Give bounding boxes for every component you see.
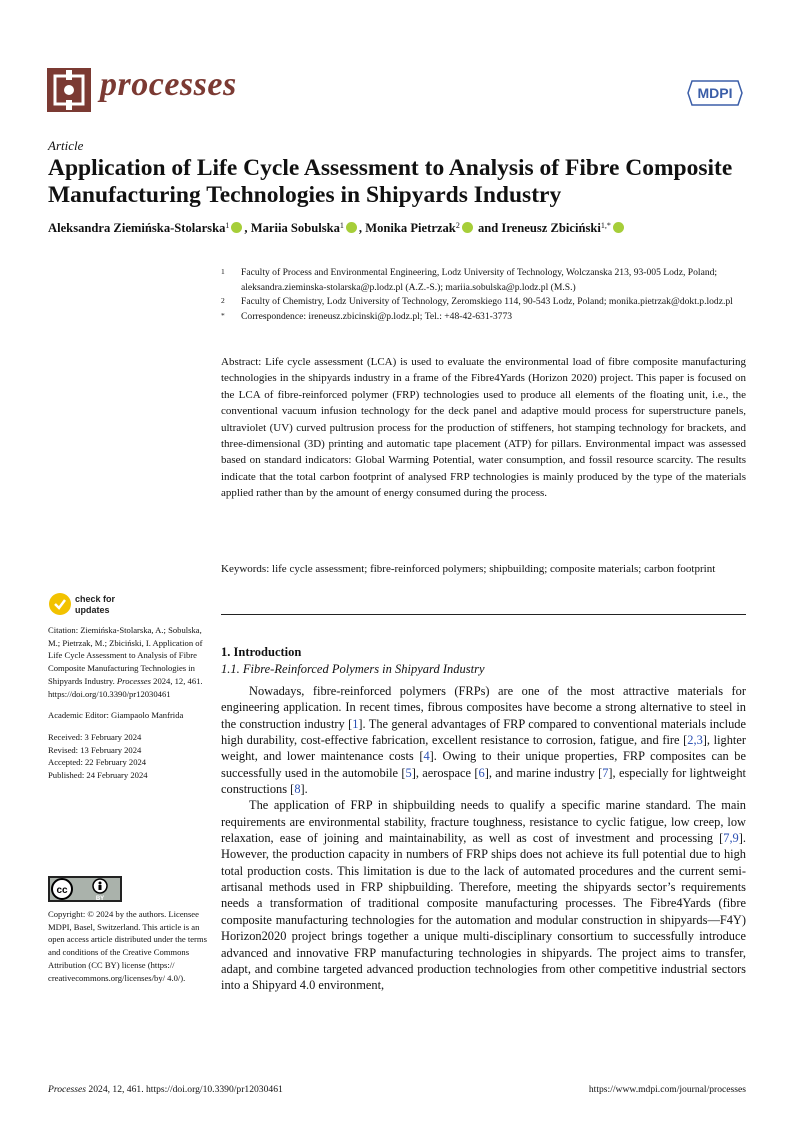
affiliation-number: * (221, 310, 225, 320)
received-date: Received: 3 February 2024 (48, 731, 142, 742)
divider (221, 614, 746, 615)
correspondence-text: Correspondence: ireneusz.zbicinski@p.lodz.pl; Tel.: +48-42-631-3773 (241, 310, 513, 322)
journal-logo-icon (47, 68, 91, 112)
author-name[interactable]: and Ireneusz Zbiciński (477, 221, 601, 235)
subsection-heading: 1.1. Fibre-Reinforced Polymers in Shipyard Industry (221, 662, 485, 676)
footer-citation[interactable]: 2024, 12, 461. https://doi.org/10.3390/pr12030461 (88, 1084, 283, 1095)
affiliation-text: Faculty of Chemistry, Lodz University of Technology, Zeromskiego 114, 90-543 Lodz, Poland; monika.pietrzak@dokt.p.lodz.pl (241, 296, 733, 307)
academic-editor: Academic Editor: Giampaolo Manfrida (48, 710, 184, 721)
orcid-icon[interactable] (462, 222, 473, 233)
footer-journal: Processes (48, 1084, 87, 1095)
keywords-text: life cycle assessment; fibre-reinforced polymers; shipbuilding; composite materials; carbon footprint (272, 563, 716, 575)
affiliation-item (221, 295, 746, 310)
author-name[interactable]: Aleksandra Ziemińska-Stolarska (48, 221, 226, 235)
citation-block (48, 624, 208, 700)
citation-link[interactable]: 6 (478, 765, 485, 780)
author-affiliation-mark: 1 (225, 221, 230, 230)
accepted-date: Accepted: 22 February 2024 (48, 757, 147, 768)
orcid-icon[interactable] (613, 222, 624, 233)
check-badge-line2: updates (75, 605, 110, 615)
affiliation-item (221, 266, 746, 295)
affiliation-text: Faculty of Process and Environmental Engineering, Lodz University of Technology, Wolczanska 213, 93-005 Lodz, Poland; aleksandra.zieminska-stolarska@p.lodz.pl (A.Z.-S.); mariia.sobulska@p.lodz.pl (M.S.) (241, 267, 718, 293)
author-affiliation-mark: 1 (339, 221, 344, 230)
paragraph: The application of FRP in shipbuilding needs to qualify a specific marine standard. The main requirements are environmental stability, fracture toughness, resistance to cyclic fatigue, low creep, low relaxation, ease of joining and maintainability, as well as cost of investment and processing [7,9]. However, the production capacity in numbers of FRP ships does not achieve its full potential due to high total production costs. This limitation is due to the lack of automated procedures and the current semi-artisanal methods used in FRP shipbuilding. Therefore, meeting the shipyards sector’s requirements needs a transformation of traditional composite manufacturing processes. The Fibre4Yards (fibre composite manufacturing technologies for the automation and modular construction in shipyards—F4Y) Horizon2020 project brings together a unique multi-disciplinary consortium to successfully introduce advanced and innovative FRP manufacturing technologies in shipyards. The project aims to transfer, adapt, and combine targeted advanced production technologies from other competitive industrial sectors into a Shipyard 4.0 environment, (221, 798, 746, 993)
article-sidebar (48, 624, 208, 791)
citation-doi[interactable]: 2024, 12, 461. https://doi.org/10.3390/pr12030461 (48, 675, 203, 699)
journal-name[interactable]: processes (100, 66, 237, 103)
affiliations (221, 266, 746, 324)
mdpi-logo-text: MDPI (697, 85, 733, 101)
copyright-notice: Copyright: © 2024 by the authors. Licensee MDPI, Basel, Switzerland. This article is an open access article distributed under the terms and conditions of the Creative Commons Attribution (CC BY) license (https:// creativecommons.org/licenses/by/ 4.0/). (48, 909, 207, 983)
check-for-updates-badge[interactable] (48, 592, 148, 616)
citation-text: Ziemińska-Stolarska, A.; Sobulska, M.; Pietrzak, M.; Zbiciński, I. Application of Life Cycle Assessment to Analysis of Fibre Composite Manufacturing Technologies in Shipyards Industry. (48, 625, 203, 686)
body-text (221, 683, 746, 994)
citation-label: Citation: (48, 625, 79, 635)
cc-label: cc (56, 885, 68, 896)
citation-link[interactable]: 8 (294, 782, 301, 797)
abstract-label: Abstract: (221, 356, 262, 368)
footer-journal-url[interactable]: https://www.mdpi.com/journal/processes (588, 1084, 746, 1095)
author-affiliation-mark: 2 (455, 221, 460, 230)
author-list: Aleksandra Ziemińska-Stolarska$^1$ , Mariia Sobulska$^1$ , Monika Pietrzak$^2$ and Ireneusz Zbiciński$^{1,*}$ (48, 221, 748, 236)
author-name[interactable]: Mariia Sobulska (250, 221, 340, 235)
affiliation-number: 2 (221, 296, 225, 305)
citation-link[interactable]: 2,3 (687, 733, 703, 748)
citation-link[interactable]: 5 (405, 765, 412, 780)
citation-link[interactable]: 1 (352, 716, 359, 731)
citation-journal: Processes (116, 675, 151, 686)
paragraph: Nowadays, fibre-reinforced polymers (FRPs) are one of the most attractive materials for engineering application. In recent times, fibrous composites have become a strong alternative to steel in the construction industry [1]. The general advantages of FRP compared to conventional materials include high durability, cost-effective fabrication, excellent resistance to corrosion, fatigue, and fire [2,3], lighter weight, and lower maintenance costs [4]. Owing to their unique properties, FRP composites can be successfully used in the automobile [5], aerospace [6], and marine industry [7], especially for lightweight constructions [8]. (221, 684, 746, 797)
affiliation-number: 1 (221, 267, 225, 276)
citation-link[interactable]: 4 (423, 749, 430, 764)
abstract-text: Life cycle assessment (LCA) is used to evaluate the environmental load of fibre composite manufacturing technologies in the shipyards industry in a frame of the Fibre4Yards (Horizon 2020) project. This paper is focused on the LCA of fibre-reinforced polymer (FRP) technologies used to produce all elements of the floating unit, i.e., the conventional vacuum infusion technology for the deck panel and adaptive mould process for superstructure panels, ultraviolet (UV) curved pultrusion process for the production of stiffeners, hot stamping technology for brackets, and three-dimensional (3D) printing and automatic tape placement (ATP) for pillars. Environmental impact was assessed based on standard indicators: Global Warming Potential, water consumption, and fossil resource scarcity. The results indicate that the total carbon footprint of analysed FRP technologies is mainly produced by the type of the materials applied rather than by the amount of energy consumed during the process. (221, 356, 747, 500)
page-footer (48, 1084, 746, 1095)
cc-by-label: BY (95, 896, 105, 902)
revised-date: Revised: 13 February 2024 (48, 744, 142, 755)
author-name[interactable]: Monika Pietrzak (365, 221, 456, 235)
citation-link[interactable]: 7 (602, 765, 609, 780)
citation-link[interactable]: 7,9 (723, 831, 739, 846)
affiliation-item (221, 310, 746, 325)
keywords (221, 561, 746, 577)
section-heading: 1. Introduction (221, 645, 302, 659)
published-date: Published: 24 February 2024 (48, 770, 148, 781)
cc-by-license-icon[interactable] (48, 876, 122, 902)
mdpi-logo-icon[interactable] (686, 79, 744, 107)
abstract (221, 354, 746, 502)
article-title: Application of Life Cycle Assessment to Analysis of Fibre Composite Manufacturing Technologies in Shipyards Industry (48, 155, 733, 208)
orcid-icon[interactable] (231, 222, 242, 233)
article-type-label: Article (48, 138, 84, 153)
keywords-label: Keywords: (221, 563, 270, 575)
author-affiliation-mark: 1,* (600, 221, 611, 230)
check-badge-line1: check for (75, 594, 116, 604)
orcid-icon[interactable] (346, 222, 357, 233)
